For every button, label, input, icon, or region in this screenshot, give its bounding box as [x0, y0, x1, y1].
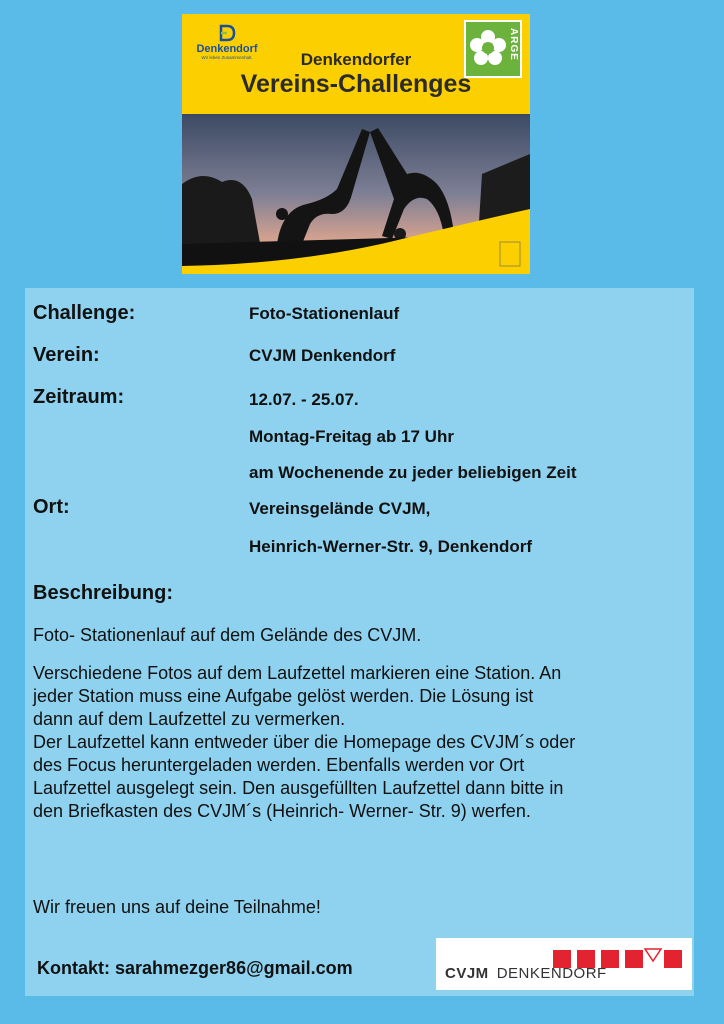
- zeitraum-value: 12.07. - 25.07.: [249, 390, 359, 409]
- beschreibung-intro: Foto- Stationenlauf auf dem Gelände des CVJM.: [33, 625, 422, 645]
- cvjm-square-icon: [664, 950, 682, 968]
- challenge-value: Foto-Stationenlauf: [249, 304, 400, 323]
- ort-label: Ort:: [33, 496, 70, 518]
- beschreibung-line: des Focus heruntergeladen werden. Ebenfalls werden vor Ort: [33, 755, 525, 775]
- verein-label: Verein:: [33, 344, 100, 366]
- logo-tagline: Wir leben Zusammenhalt.: [201, 55, 253, 60]
- beschreibung-line: Der Laufzettel kann entweder über die Homepage des CVJM´s oder: [33, 732, 576, 752]
- banner-title-line2: Vereins-Challenges: [240, 70, 472, 98]
- cvjm-logo: [436, 938, 692, 990]
- beschreibung-line: jeder Station muss eine Aufgabe gelöst werden. Die Lösung ist: [33, 686, 534, 706]
- beschreibung-heading: Beschreibung:: [33, 582, 174, 604]
- beschreibung-line: Laufzettel ausgelegt sein. Den ausgefüllten Laufzettel dann bitte in: [33, 778, 564, 798]
- cvjm-triangle-icon: [643, 947, 663, 963]
- verein-value: CVJM Denkendorf: [249, 346, 396, 365]
- contact-email: Kontakt: sarahmezger86@gmail.com: [37, 958, 353, 978]
- arge-label: ARGE: [508, 28, 519, 61]
- beschreibung-line: Verschiedene Fotos auf dem Laufzettel markieren eine Station. An: [33, 663, 562, 683]
- ort-address: Heinrich-Werner-Str. 9, Denkendorf: [249, 537, 533, 556]
- challenge-banner: [182, 14, 530, 274]
- closing-text: Wir freuen uns auf deine Teilnahme!: [33, 897, 321, 917]
- zeitraum-weekend: am Wochenende zu jeder beliebigen Zeit: [249, 463, 577, 482]
- cvjm-square-icon: [625, 950, 643, 968]
- zeitraum-weekday: Montag-Freitag ab 17 Uhr: [249, 427, 454, 446]
- beschreibung-line: dann auf dem Laufzettel zu vermerken.: [33, 709, 346, 729]
- cvjm-wordmark: [445, 965, 607, 982]
- ort-value: Vereinsgelände CVJM,: [249, 499, 431, 518]
- denkendorf-logo-mark: [218, 24, 236, 42]
- info-panel: [25, 288, 694, 996]
- challenge-label: Challenge:: [33, 302, 136, 324]
- logo-name: Denkendorf: [196, 43, 258, 55]
- banner-title-line1: Denkendorfer: [300, 50, 412, 69]
- cvjm-wordmark-name: DENKENDORF: [496, 965, 607, 982]
- beschreibung-line: den Briefkasten des CVJM´s (Heinrich- Werner- Str. 9) werfen.: [33, 801, 531, 821]
- cvjm-wordmark-bold: CVJM: [445, 965, 489, 982]
- acrobatics-photo: [182, 114, 530, 274]
- beschreibung-body: [33, 662, 575, 823]
- zeitraum-label: Zeitraum:: [33, 386, 125, 408]
